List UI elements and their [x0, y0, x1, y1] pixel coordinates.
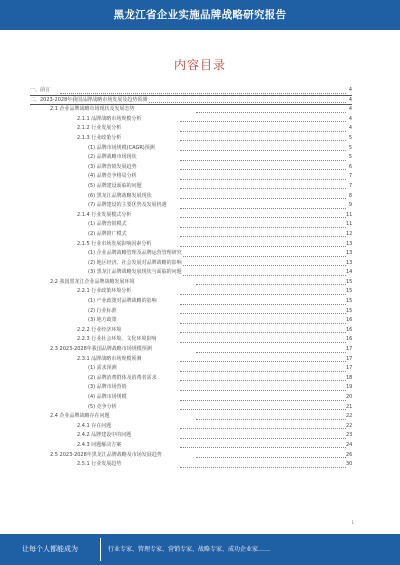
- toc-leader-dots: [180, 259, 346, 267]
- toc-leader-dots: [180, 163, 346, 171]
- toc-entry-page: 11: [346, 211, 352, 218]
- toc-entry-label: (5) 竞争分析: [88, 403, 118, 413]
- toc-entry-page: 7: [348, 182, 352, 189]
- toc-leader-dots: [180, 249, 346, 257]
- toc-entry[interactable]: [30, 364, 352, 374]
- toc-entry[interactable]: [30, 259, 352, 269]
- toc-leader-dots: [180, 383, 346, 391]
- toc-leader-dots: [180, 287, 346, 295]
- toc-entry-page: 13: [346, 240, 352, 247]
- toc-entry-label: (3) 品牌市场营销: [88, 383, 128, 393]
- toc-entry[interactable]: [30, 326, 352, 336]
- toc-entry-page: 30: [346, 461, 352, 468]
- toc-leader-dots: [180, 326, 346, 334]
- toc-entry-page: 26: [346, 451, 352, 458]
- toc-entry-page: 4: [348, 125, 352, 132]
- toc-entry-label: 2.1.5 行业市场发展影响因素分析: [77, 240, 152, 250]
- toc-leader-dots: [180, 211, 346, 219]
- toc-leader-dots: [180, 393, 346, 401]
- toc-entry-label: (1) 产业政策对品牌战略的影响: [88, 297, 158, 307]
- toc-leader-dots: [180, 297, 346, 305]
- toc-leader-dots: [196, 345, 346, 353]
- toc-entry-page: 13: [346, 250, 352, 257]
- toc-entry-label: (4) 品牌市场规模: [88, 393, 128, 403]
- toc-entry-page: 22: [346, 413, 352, 420]
- toc-entry-page: 5: [348, 144, 352, 151]
- toc-entry[interactable]: [30, 105, 352, 115]
- toc-entry-page: 16: [346, 336, 352, 343]
- toc-entry-page: 5: [348, 154, 352, 161]
- toc-entry-page: 8: [348, 192, 352, 199]
- toc-entry[interactable]: [30, 451, 352, 461]
- toc-entry-page: 4: [348, 87, 352, 93]
- toc-leader-dots: [180, 240, 346, 248]
- toc-entry-label: (1) 品牌市场规模(CAGR)预测: [88, 144, 156, 154]
- toc-entry[interactable]: [30, 249, 352, 259]
- toc-entry[interactable]: [30, 240, 352, 250]
- toc-entry[interactable]: [30, 412, 352, 422]
- toc-leader-dots: [180, 403, 346, 411]
- toc-entry[interactable]: [30, 441, 352, 451]
- toc-entry-label: (3) 品牌营销发展趋势: [88, 163, 138, 173]
- toc-entry-label: (1) 品牌营销模式: [88, 220, 128, 230]
- toc-entry[interactable]: [30, 374, 352, 384]
- toc-entry-label: 2.3.1 品牌战略市场规模预测: [77, 355, 142, 365]
- toc-entry-page: 21: [346, 403, 352, 410]
- toc-entry-label: 2.2.3 行业社会环境、文化环境影响: [77, 335, 157, 345]
- toc-entry-page: 15: [346, 298, 352, 305]
- toc-entry[interactable]: [30, 172, 352, 182]
- footer-tagline: 行业专家、管理专家、营销专家、战略专家、成功企业家……: [108, 546, 271, 553]
- toc-entry[interactable]: [30, 211, 352, 221]
- toc-leader-dots: [180, 316, 346, 324]
- toc-entry-page: 4: [348, 106, 352, 113]
- toc-entry-page: 15: [346, 307, 352, 314]
- toc-entry-page: 14: [346, 269, 352, 276]
- toc-leader-dots: [180, 115, 346, 123]
- toc-entry[interactable]: [30, 287, 352, 297]
- toc-entry[interactable]: [30, 153, 352, 163]
- table-of-contents: [30, 86, 352, 470]
- toc-entry-label: 2.4 企业品牌战略存在问题: [50, 412, 111, 422]
- footer-slogan: 让每个人都能成为: [22, 545, 78, 553]
- toc-entry-page: 13: [346, 259, 352, 266]
- toc-entry[interactable]: [30, 345, 352, 355]
- toc-leader-dots: [180, 153, 346, 161]
- toc-entry[interactable]: [30, 201, 352, 211]
- toc-leader-dots: [60, 86, 346, 94]
- toc-leader-dots: [180, 374, 346, 382]
- toc-entry-label: (1) 需求预测: [88, 364, 118, 374]
- toc-entry-label: 2.1.3 行业政策分析: [77, 134, 122, 144]
- toc-leader-dots: [196, 412, 346, 420]
- toc-entry-label: 2.1.2 行业发展分析: [77, 124, 122, 134]
- toc-leader-dots: [180, 268, 346, 276]
- toc-entry[interactable]: [30, 393, 352, 403]
- toc-entry-label: 二、2023-2028年我国品牌战略市场发展及趋势预测: [30, 96, 148, 106]
- document-title: 黑龙江省企业实施品牌战略研究报告: [113, 9, 287, 21]
- toc-entry-label: 2.4.3 问题解决方案: [77, 441, 122, 451]
- toc-entry-page: 11: [346, 221, 352, 228]
- toc-entry[interactable]: [30, 163, 352, 173]
- toc-leader-dots: [180, 364, 346, 372]
- toc-leader-dots: [180, 201, 346, 209]
- toc-entry-label: (2) 品牌战略市场现状: [88, 153, 138, 163]
- footer-divider: [100, 538, 101, 561]
- toc-leader-dots: [196, 451, 346, 459]
- toc-entry[interactable]: [30, 383, 352, 393]
- toc-leader-dots: [196, 105, 346, 113]
- toc-entry-label: 2.5 2023-2028年黑龙江品牌战略及市场发展趋势: [50, 451, 163, 461]
- toc-leader-dots: [180, 335, 346, 343]
- toc-entry-page: 17: [346, 365, 352, 372]
- toc-entry[interactable]: [30, 134, 352, 144]
- toc-entry[interactable]: [30, 182, 352, 192]
- toc-entry-page: 7: [348, 173, 352, 180]
- toc-entry[interactable]: [30, 297, 352, 307]
- toc-entry-label: 2.4.2 品牌建设中的问题: [77, 431, 132, 441]
- toc-entry[interactable]: [30, 192, 352, 202]
- toc-heading: 内容目录: [173, 58, 226, 72]
- toc-entry[interactable]: [30, 355, 352, 365]
- toc-entry[interactable]: [30, 96, 352, 106]
- toc-entry[interactable]: [30, 220, 352, 230]
- toc-entry-label: (3) 地方政策: [88, 316, 118, 326]
- page-number: 1: [351, 520, 354, 525]
- toc-leader-dots: [180, 144, 346, 152]
- toc-entry-page: 17: [346, 355, 352, 362]
- toc-entry-page: 4: [348, 115, 352, 122]
- toc-entry-page: 4: [348, 96, 352, 103]
- toc-entry-page: 18: [346, 374, 352, 381]
- toc-entry-page: 9: [348, 202, 352, 209]
- toc-entry[interactable]: [30, 86, 352, 96]
- toc-entry[interactable]: [30, 307, 352, 317]
- toc-entry[interactable]: [30, 278, 352, 288]
- toc-leader-dots: [180, 124, 346, 132]
- toc-entry-label: (2) 行业标准: [88, 307, 118, 317]
- toc-leader-dots: [180, 355, 346, 363]
- toc-entry[interactable]: [30, 268, 352, 278]
- toc-entry[interactable]: [30, 316, 352, 326]
- toc-leader-dots: [180, 134, 346, 142]
- toc-leader-dots: [180, 307, 346, 315]
- toc-entry-page: 22: [346, 422, 352, 429]
- toc-leader-dots: [180, 172, 346, 180]
- toc-entry-page: 19: [346, 384, 352, 391]
- toc-leader-dots: [180, 431, 346, 439]
- toc-entry-label: 2.1.1 品牌战略市场规模分析: [77, 115, 142, 125]
- toc-entry-page: 23: [346, 432, 352, 439]
- toc-leader-dots: [180, 182, 346, 190]
- toc-entry-label: (4) 品牌竞争格局分析: [88, 172, 138, 182]
- toc-entry[interactable]: [30, 115, 352, 125]
- toc-entry[interactable]: [30, 230, 352, 240]
- toc-entry-label: (1) 企业品牌战略管理及品牌运营管理研究: [88, 249, 183, 259]
- toc-entry-page: 6: [348, 163, 352, 170]
- toc-entry-page: 15: [346, 288, 352, 295]
- toc-entry-page: 17: [346, 346, 352, 353]
- toc-entry-page: 16: [346, 317, 352, 324]
- toc-entry[interactable]: [30, 431, 352, 441]
- toc-entry-page: 5: [348, 134, 352, 141]
- toc-entry-label: (2) 品牌推广模式: [88, 230, 128, 240]
- toc-entry[interactable]: [30, 403, 352, 413]
- toc-entry-label: 2.2.1 行业政策环境分析: [77, 287, 132, 297]
- toc-leader-dots: [180, 441, 346, 449]
- toc-entry-label: (3) 黑龙江品牌战略发展现状与面临的问题: [88, 268, 183, 278]
- toc-entry-page: 24: [346, 441, 352, 448]
- toc-entry-label: (5) 品牌建设面临的问题: [88, 182, 143, 192]
- toc-entry[interactable]: [30, 460, 352, 470]
- toc-entry-label: 2.5.1 行业发展趋势: [77, 460, 122, 470]
- toc-leader-dots: [180, 220, 346, 228]
- toc-entry-label: (2) 地区经济、社会发展对品牌战略的影响: [88, 259, 183, 269]
- toc-entry-label: 2.3 2023-2028年我国品牌战略市场规模预测: [50, 345, 153, 355]
- toc-entry-label: (6) 黑龙江品牌战略发展现状: [88, 192, 153, 202]
- toc-entry-label: 2.2.2 行业经济环境: [77, 326, 122, 336]
- toc-entry-page: 20: [346, 394, 352, 400]
- toc-leader-dots: [196, 278, 346, 286]
- toc-entry-page: 12: [346, 230, 352, 237]
- toc-leader-dots: [180, 460, 346, 468]
- toc-entry[interactable]: [30, 422, 352, 432]
- toc-entry[interactable]: [30, 124, 352, 134]
- toc-leader-dots: [180, 422, 346, 430]
- toc-entry[interactable]: [30, 144, 352, 154]
- toc-entry-label: 2.1.4 行业发展模式分析: [77, 211, 132, 221]
- toc-entry-label: 2.1 企业品牌战略市场现状及发展态势: [50, 105, 136, 115]
- toc-entry-page: 16: [346, 326, 352, 333]
- toc-leader-dots: [180, 192, 346, 200]
- toc-entry-label: 2.4.1 存在问题: [77, 422, 112, 432]
- toc-entry-label: 2.2 我国黑龙江企业品牌战略发展环境: [50, 278, 136, 288]
- toc-leader-dots: [180, 230, 346, 238]
- toc-entry[interactable]: [30, 335, 352, 345]
- toc-entry-label: (7) 品牌建设的主要优势及发展机遇: [88, 201, 168, 211]
- toc-entry-label: 一、前言: [30, 86, 51, 96]
- toc-entry-label: (2) 品牌消费群体及消费者需求: [88, 374, 158, 384]
- toc-entry-page: 15: [346, 278, 352, 285]
